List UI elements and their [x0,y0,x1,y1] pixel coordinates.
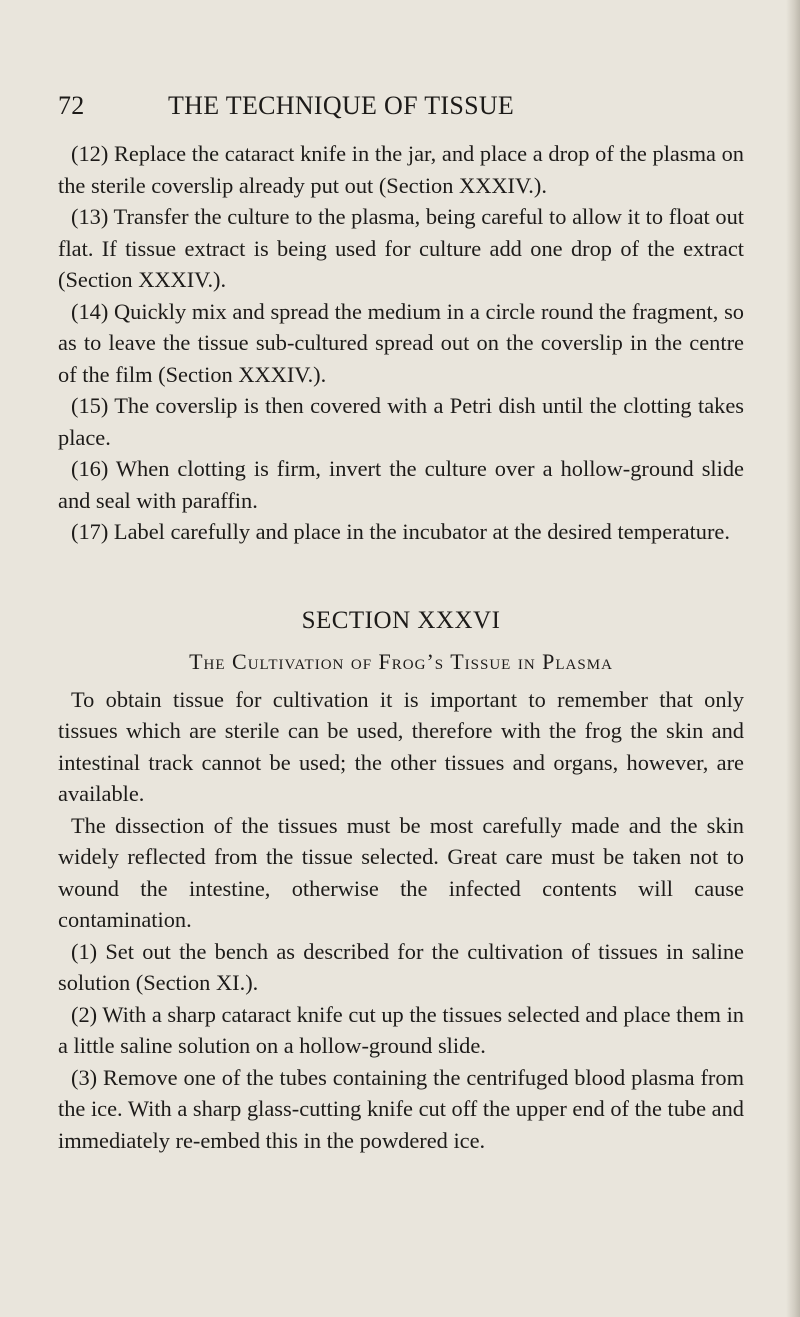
running-title: THE TECHNIQUE OF TISSUE [168,91,515,120]
step-14: (14) Quickly mix and spread the medium in a circle round the fragment, so as to leave the tissue sub-cultured spread out on the coverslip in the centre of the film (Section XXXIV.). [58,298,744,387]
step-3: (3) Remove one of the tubes containing the centrifuged blood plasma from the ice. With a sharp glass-cutting knife cut off the upper end of the tube and immediately re-embed this in the powdered ice. [58,1064,744,1153]
step-1: (1) Set out the bench as described for the cultivation of tissues in saline solution (Section XI.). [58,938,744,995]
book-page [58,86,744,1156]
step-17: (17) Label carefully and place in the incubator at the desired temperature. [71,519,730,544]
body-text [58,138,744,1156]
running-header [58,86,744,126]
page-edge-shadow [786,0,800,1317]
page-number: 72 [58,91,85,120]
section-heading: SECTION XXXVI [301,606,501,634]
intro-paragraph-2: The dissection of the tissues must be most carefully made and the skin widely reflected from the tissue selected. Great care must be taken not to wound the intestine, otherwise the infected contents will cause contamination. [58,812,744,932]
step-16: (16) When clotting is firm, invert the culture over a hollow-ground slide and seal with paraffin. [58,456,744,513]
section-subtitle: The Cultivation of Frog’s Tissue in Plasma [189,648,613,674]
intro-paragraph-1: To obtain tissue for cultivation it is important to remember that only tissues which are sterile can be used, therefore with the frog the skin and intestinal track cannot be used; the other tissues and organs, however, are available. [58,686,744,806]
step-12: (12) Replace the cataract knife in the jar, and place a drop of the plasma on the sterile coverslip already put out (Section XXXIV.). [58,141,744,198]
step-2: (2) With a sharp cataract knife cut up the tissues selected and place them in a little saline solution on a hollow-ground slide. [58,1001,744,1058]
step-13: (13) Transfer the culture to the plasma, being careful to allow it to float out flat. If tissue extract is being used for culture add one drop of the extract (Section XXXIV.). [58,204,744,292]
step-15: (15) The coverslip is then covered with a Petri dish until the clotting takes place. [58,393,744,450]
